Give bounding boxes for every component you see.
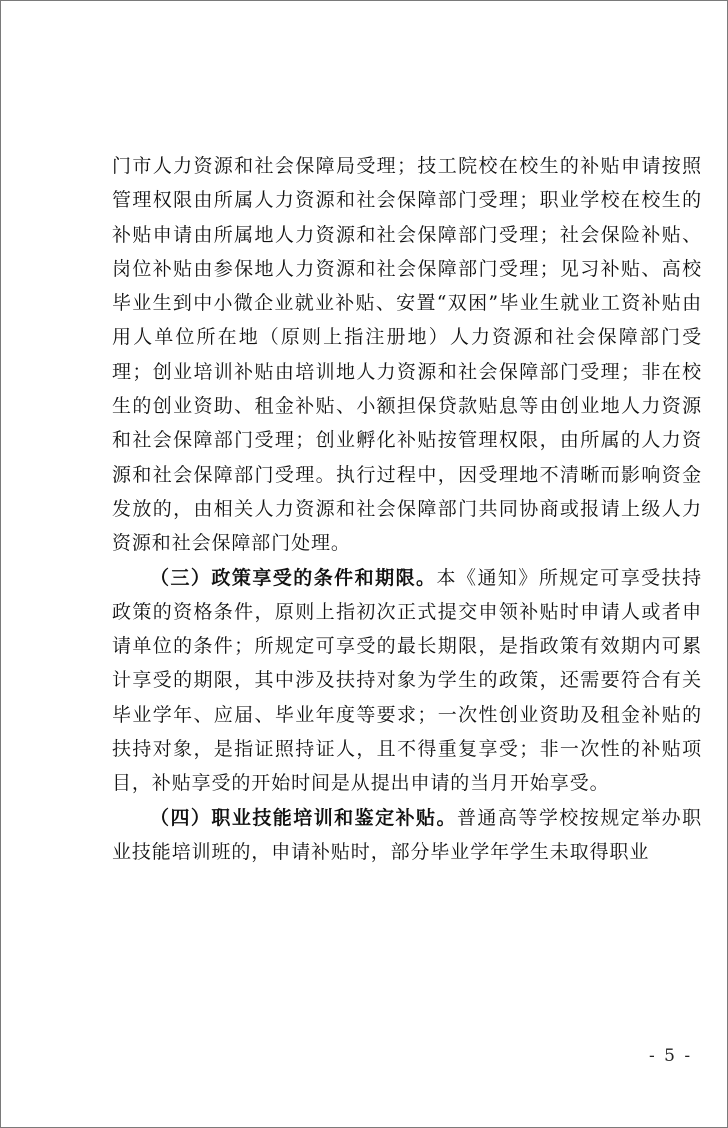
paragraph-continued	[112, 149, 702, 561]
paragraph-3-text: 普通高等学校按规定举办职业技能培训班的，申请补贴时，部分毕业学年学生未取得职业	[112, 806, 702, 863]
page-number: - 5 -	[649, 1046, 693, 1066]
paragraph-1-text: 门市人力资源和社会保障局受理；技工院校在校生的补贴申请按照管理权限由所属人力资源和社会保障部门受理；职业学校在校生的补贴申请由所属地人力资源和社会保障部门受理；社会保险补贴、岗位补贴由参保地人力资源和社会保障部门受理；见习补贴、高校毕业生到中小微企业就业补贴、安置“双困”毕业生就业工资补贴由用人单位所在地（原则上指注册地）人力资源和社会保障部门受理；创业培训补贴由培训地人力资源和社会保障部门受理；非在校生的创业资助、租金补贴、小额担保贷款贴息等由创业地人力资源和社会保障部门受理；创业孵化补贴按管理权限，由所属的人力资源和社会保障部门受理。执行过程中，因受理地不清晰而影响资金发放的，由相关人力资源和社会保障部门共同协商或报请上级人力资源和社会保障部门处理。	[112, 155, 702, 555]
body-text	[112, 149, 702, 869]
paragraph-2-heading: （三）政策享受的条件和期限。	[150, 566, 437, 589]
paragraph-2-text: 本《通知》所规定可享受扶持政策的资格条件，原则上指初次正式提交申领补贴时申请人或者申请单位的条件；所规定可享受的最长期限，是指政策有效期内可累计享受的期限，其中涉及扶持对象为学生的政策，还需要符合有关毕业学年、应届、毕业年度等要求；一次性创业资助及租金补贴的扶持对象，是指证照持证人，且不得重复享受；非一次性的补贴项目，补贴享受的开始时间是从提出申请的当月开始享受。	[112, 566, 702, 795]
paragraph-policy-conditions	[112, 561, 702, 801]
paragraph-vocational-training	[112, 801, 702, 870]
paragraph-3-heading: （四）职业技能培训和鉴定补贴。	[150, 806, 457, 829]
